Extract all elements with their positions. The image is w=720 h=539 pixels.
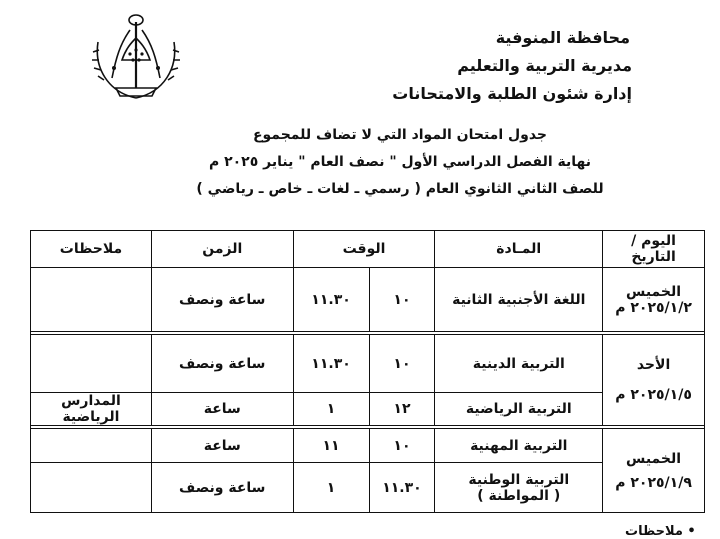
header-subject: المـادة bbox=[435, 231, 603, 268]
subject-cell: التربية الدينية bbox=[435, 335, 603, 393]
header-time: الوقت bbox=[293, 231, 435, 268]
time-from-cell: ١١.٣٠ bbox=[369, 463, 435, 513]
day-name: الخميس bbox=[626, 450, 682, 467]
duration-cell: ساعة ونصف bbox=[151, 463, 293, 513]
day-date-cell bbox=[603, 429, 705, 513]
governorate-emblem-logo bbox=[86, 8, 186, 104]
time-to-cell: ١١.٣٠ bbox=[293, 335, 369, 393]
day-date: ٢٠٢٥/١/٥ م bbox=[615, 387, 692, 403]
subject-cell bbox=[435, 463, 603, 513]
title-grade: للصف الثاني الثانوي العام ( رسمي ـ لغات ـ خاص ـ رياضي ) bbox=[196, 181, 604, 197]
notes-cell: المدارس الرياضية bbox=[31, 393, 152, 426]
day-date-cell bbox=[603, 268, 705, 332]
exam-schedule-table bbox=[30, 230, 705, 513]
subject-cell: التربية الرياضية bbox=[435, 393, 603, 426]
table-row bbox=[31, 335, 705, 393]
header-department: إدارة شئون الطلبة والامتحانات bbox=[392, 84, 632, 103]
day-date: ٢٠٢٥/١/٩ م bbox=[615, 474, 692, 491]
table-row bbox=[31, 429, 705, 463]
time-from-cell: ١٠ bbox=[369, 429, 435, 463]
duration-cell: ساعة ونصف bbox=[151, 335, 293, 393]
subject-line-2: ( المواطنة ) bbox=[477, 487, 561, 504]
subject-cell: التربية المهنية bbox=[435, 429, 603, 463]
footnote-notes: • ملاحظات bbox=[625, 524, 696, 539]
duration-cell: ساعة bbox=[151, 429, 293, 463]
day-name: الأحد bbox=[636, 357, 671, 373]
duration-cell: ساعة ونصف bbox=[151, 268, 293, 332]
header-day-date: اليوم / التاريخ bbox=[603, 231, 705, 268]
notes-cell bbox=[31, 463, 152, 513]
title-term: نهاية الفصل الدراسي الأول " نصف العام " يناير ٢٠٢٥ م bbox=[208, 154, 592, 170]
time-from-cell: ١٢ bbox=[369, 393, 435, 426]
table-header-row bbox=[31, 231, 705, 268]
subject-line: التربية الوطنية bbox=[468, 471, 570, 488]
header-duration: الزمن bbox=[151, 231, 293, 268]
day-name: الخميس bbox=[626, 283, 682, 300]
time-from-cell: ١٠ bbox=[369, 268, 435, 332]
time-to-cell: ١ bbox=[293, 393, 369, 426]
notes-cell bbox=[31, 335, 152, 393]
title-exam-schedule: جدول امتحان المواد التي لا تضاف للمجموع bbox=[252, 127, 548, 143]
header-governorate: محافظة المنوفية bbox=[495, 28, 630, 47]
duration-cell: ساعة bbox=[151, 393, 293, 426]
notes-cell bbox=[31, 429, 152, 463]
day-date-cell bbox=[603, 335, 705, 426]
time-to-cell: ١١ bbox=[293, 429, 369, 463]
time-from-cell: ١٠ bbox=[369, 335, 435, 393]
notes-cell bbox=[31, 268, 152, 332]
time-to-cell: ١ bbox=[293, 463, 369, 513]
header-notes: ملاحظات bbox=[31, 231, 152, 268]
subject-cell: اللغة الأجنبية الثانية bbox=[435, 268, 603, 332]
table-row bbox=[31, 268, 705, 332]
time-to-cell: ١١.٣٠ bbox=[293, 268, 369, 332]
day-date: ٢٠٢٥/١/٢ م bbox=[615, 299, 692, 316]
header-directorate: مديرية التربية والتعليم bbox=[457, 56, 632, 75]
